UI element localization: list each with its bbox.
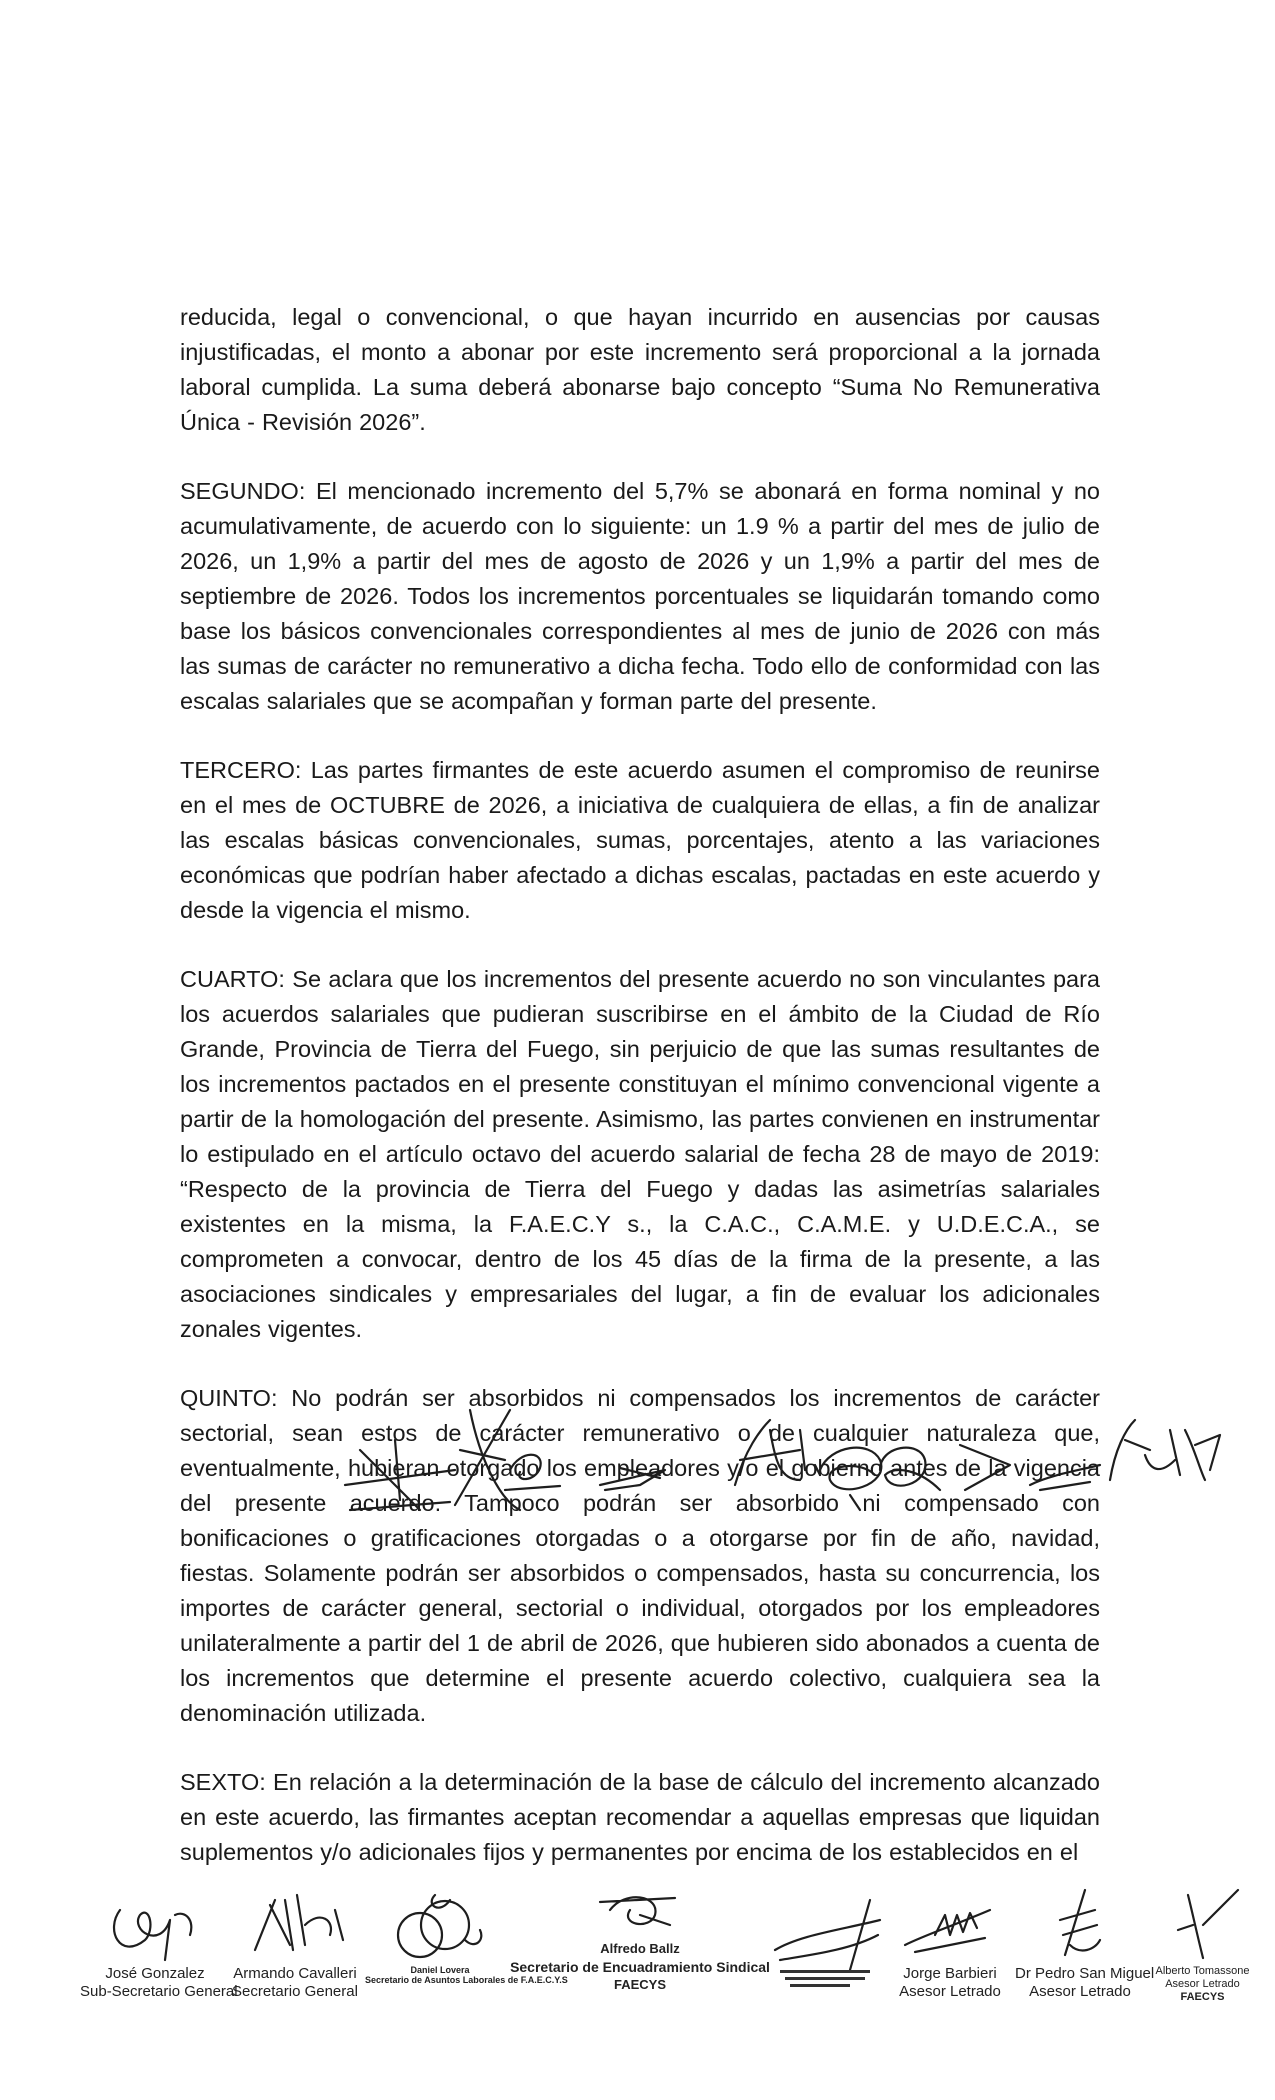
signatory-daniel-lovera (365, 1880, 568, 1985)
signature-jose-gonzalez (100, 1880, 210, 1965)
signatory-role: Sub-Secretario General (80, 1983, 238, 2000)
paragraph-cuarto: CUARTO: Se aclara que los incrementos del presente acuerdo no son vinculantes para los acuerdos salariales que pudieran suscribirse en el ámbito de la Ciudad de Río Grande, Provincia de Tierra del Fuego, sin perjuicio de que las sumas resultantes de los incrementos pactados en el presente constituyan el mínimo convencional vigente a partir de la homologación del presente. Asimismo, las partes convienen en instrumentar lo estipulado en el artículo octavo del acuerdo salarial de fecha 28 de mayo de 2019: “Respecto de la provincia de Tierra del Fuego y dadas las asimetrías salariales existentes en la misma, la F.A.E.C.Y s., la C.A.C., C.A.M.E. y U.D.E.C.A., se comprometen a convocar, dentro de los 45 días de la firma de la presente, a las asociaciones sindicales y empresariales del lugar, a fin de evaluar los adicionales zonales vigentes. (180, 966, 1100, 1342)
signatory-jorge-barbieri (890, 1880, 1010, 2001)
paragraph-quinto: QUINTO: No podrán ser absorbidos ni compensados los incrementos de carácter sectorial, sean estos de carácter remunerativo o de cualquier naturaleza que, eventualmente, hubieran otorgado los empleadores y/o el gobierno antes de la vigencia del presente acuerdo. Tampoco podrán ser absorbido ni compensado con bonificaciones o gratificaciones otorgadas o a otorgarse por fin de año, navidad, fiestas. Solamente podrán ser absorbidos o compensados, hasta su concurrencia, los importes de carácter general, sectorial o individual, otorgados por los empleadores unilateralmente a partir del 1 de abril de 2026, que hubieren sido abonados a cuenta de los incrementos que determine el presente acuerdo colectivo, cualquiera sea la denominación utilizada. (180, 1385, 1100, 1726)
signature-jorge-barbieri (895, 1880, 1005, 1965)
signatory-org: FAECYS (613, 1977, 666, 1992)
paragraph-tercero: TERCERO: Las partes firmantes de este acuerdo asumen el compromiso de reunirse en el mes de OCTUBRE de 2026, a iniciativa de cualquiera de ellas, a fin de analizar las escalas básicas convencionales, sumas, porcentajes, atento a las variaciones económicas que podrían haber afectado a dichas escalas, pactadas en este acuerdo y desde la vigencia el mismo. (180, 757, 1100, 923)
document-body (180, 300, 1100, 1904)
paragraph-continuation: reducida, legal o convencional, o que hayan incurrido en ausencias por causas injustificadas, el monto a abonar por este incremento será proporcional a la jornada laboral cumplida. La suma deberá abonarse bajo concepto “Suma No Remunerativa Única - Revisión 2026”. (180, 304, 1100, 435)
signatory-role: Secretario de Encuadramiento Sindical (510, 1959, 770, 1975)
signatory-role: Secretario General (232, 1983, 358, 2000)
signatory-jose-gonzalez (80, 1880, 238, 2001)
signatory-alfredo-ballz (495, 1880, 785, 1994)
paragraph-sexto: SEXTO: En relación a la determinación de la base de cálculo del incremento alcanzado en este acuerdo, las firmantes aceptan recomendar a aquellas empresas que liquidan suplementos y/o adicionales fijos y permanentes por encima de los establecidos en el (180, 1769, 1100, 1865)
signature-armando-cavalleri (235, 1880, 355, 1965)
signatories-block (0, 1880, 1275, 2080)
handwritten-signatures (0, 1390, 1275, 1530)
signatory-alberto-tomassone (1140, 1880, 1265, 2004)
signatory-name: Alfredo Ballz (600, 1941, 680, 1956)
signatory-role: Secretario de Asuntos Laborales de F.A.E.C.Y.S (365, 1975, 568, 1985)
signature-daniel-lovera (380, 1880, 500, 1965)
signatory-role: Asesor Letrado (1029, 1983, 1131, 2000)
signatory-name: Alberto Tomassone (1155, 1965, 1250, 1977)
signature-alfredo-ballz (580, 1880, 700, 1940)
signature-stamp (760, 1880, 890, 1990)
signature-alberto-tomassone (1148, 1880, 1258, 1965)
signatory-pedro-san-miguel (1015, 1880, 1155, 2001)
signatory-name: Daniel Lovera (410, 1965, 470, 1975)
paragraph-segundo: SEGUNDO: El mencionado incremento del 5,7% se abonará en forma nominal y no acumulativamente, de acuerdo con lo siguiente: un 1.9 % a partir del mes de julio de 2026, un 1,9% a partir del mes de agosto de 2026 y un 1,9% a partir del mes de septiembre de 2026. Todos los incrementos porcentuales se liquidarán tomando como base los básicos convencionales correspondientes al mes de junio de 2026 con más las sumas de carácter no remunerativo a dicha fecha. Todo ello de conformidad con las escalas salariales que se acompañan y forman parte del presente. (180, 478, 1100, 714)
signatory-name: José Gonzalez (105, 1965, 205, 1982)
signatory-role: Asesor Letrado (899, 1983, 1001, 2000)
signatory-stamp (760, 1880, 890, 1990)
signature-pedro-san-miguel (1025, 1880, 1135, 1965)
signature-row (0, 1390, 1275, 1530)
signatory-name: Jorge Barbieri (903, 1965, 997, 1982)
signatory-armando-cavalleri (225, 1880, 365, 2001)
signatory-name: Armando Cavalleri (233, 1965, 357, 1982)
signatory-name: Dr Pedro San Miguel (1015, 1965, 1155, 1982)
signatory-role: Asesor Letrado (1165, 1978, 1240, 1990)
signatory-org: FAECYS (1180, 1991, 1225, 2003)
